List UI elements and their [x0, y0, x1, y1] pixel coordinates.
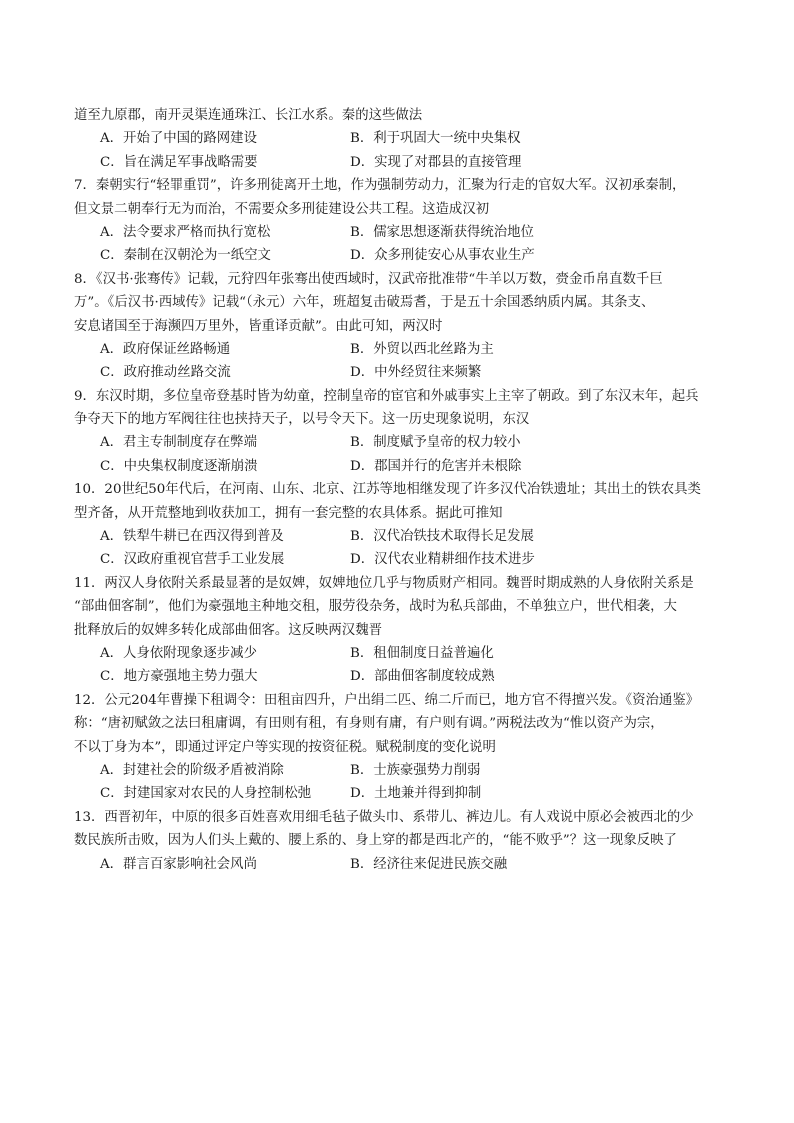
question-13-option-b: B．经济往来促进民族交融	[350, 856, 508, 872]
question-11-option-b: B．租佃制度日益普遍化	[350, 645, 494, 661]
question-9-option-c: C．中央集权制度逐渐崩溃	[100, 458, 258, 474]
intro-options-row-1	[74, 127, 724, 150]
question-9-stem-line-1: 9．东汉时期，多位皇帝登基时皆为幼童，控制皇帝的宦官和外戚事实上主宰了朝政。到了东汉末年，起兵	[74, 388, 699, 404]
question-11-options-row-2	[74, 665, 724, 688]
question-9-options-row-1	[74, 431, 724, 454]
exam-page-body	[74, 104, 724, 876]
question-12-option-a: A．封建社会的阶级矛盾被消除	[100, 762, 284, 778]
question-13-options-row-1	[74, 853, 724, 876]
question-11-stem-line-3: 批释放后的奴婢多转化成部曲佃客。这反映两汉魏晋	[74, 622, 382, 638]
question-12-stem-line-3: 不以丁身为本”，即通过评定户等实现的按资征税。赋税制度的变化说明	[74, 739, 496, 755]
question-7-options-row-1	[74, 221, 724, 244]
question-7-options-row-2	[74, 244, 724, 267]
question-10-option-b: B．汉代冶铁技术取得长足发展	[350, 529, 534, 545]
question-12-options-row-2	[74, 782, 724, 805]
question-7-option-d: D．众多刑徒安心从事农业生产	[350, 248, 535, 264]
question-7-stem-line-2: 但文景二朝奉行无为而治，不需要众多刑徒建设公共工程。这造成汉初	[74, 201, 490, 217]
question-11-option-d: D．部曲佃客制度较成熟	[350, 669, 495, 685]
intro-question-tail: 道至九原郡，南开灵渠连通珠江、长江水系。秦的这些做法	[74, 108, 423, 123]
question-13-stem-line-2: 数民族所击败，因为人们头上戴的、腰上系的、身上穿的都是西北产的，“能不败乎”？这一现象反映了	[74, 833, 677, 849]
question-8-stem-line-1: 8．《汉书·张骞传》记载，元狩四年张骞出使西域时，汉武帝批准带“牛羊以万数，赍金币帛直数千巨	[74, 271, 663, 287]
question-10-stem-line-1: 10．20世纪50年代后，在河南、山东、北京、江苏等地相继发现了许多汉代冶铁遗址；其出土的铁农具类	[74, 482, 701, 498]
question-12-option-c: C．封建国家对农民的人身控制松弛	[100, 786, 312, 802]
question-8-option-b: B．外贸以西北丝路为主	[350, 341, 494, 357]
question-11-stem-line-1: 11．两汉人身依附关系最显著的是奴婢，奴婢地位几乎与物质财产相同。魏晋时期成熟的人身依附关系是	[74, 575, 694, 591]
question-7-stem-line-1: 7．秦朝实行“轻罪重罚”，许多刑徒离开土地，作为强制劳动力，汇聚为行走的官奴大军。汉初承秦制，	[74, 178, 686, 194]
question-9-stem-line-2: 争夺天下的地方军阀往往也挟持天子，以号令天下。这一历史现象说明，东汉	[74, 412, 530, 428]
question-8-options-row-1	[74, 338, 724, 361]
question-12-stem-line-1: 12．公元204年曹操下租调令：田租亩四升，户出绢二匹、绵二斤而已，地方官不得擅兴发。《资治通鉴》	[74, 692, 700, 708]
question-7-option-a: A．法令要求严格而执行宽松	[100, 224, 271, 240]
question-12-option-b: B．士族豪强势力削弱	[350, 762, 481, 778]
question-10-stem-line-2: 型齐备，从开荒整地到收获加工，拥有一套完整的农具体系。据此可推知	[74, 505, 503, 521]
question-12-option-d: D．土地兼并得到抑制	[350, 786, 482, 802]
question-11-option-a: A．人身依附现象逐步减少	[100, 645, 257, 661]
question-10-option-a: A．铁犁牛耕已在西汉得到普及	[100, 529, 284, 545]
question-11-options-row-1	[74, 642, 724, 665]
question-13-stem-line-1: 13．西晋初年，中原的很多百姓喜欢用细毛毡子做头巾、系带儿、裤边儿。有人戏说中原必会被西北的少	[74, 809, 694, 825]
question-10-options-row-2	[74, 548, 724, 571]
question-8-option-a: A．政府保证丝路畅通	[100, 341, 231, 357]
question-10-option-c: C．汉政府重视官营手工业发展	[100, 552, 285, 568]
intro-option-c: C．旨在满足军事战略需要	[100, 154, 258, 170]
intro-option-a: A．开始了中国的路网建设	[100, 131, 257, 147]
intro-option-d: D．实现了对郡县的直接管理	[350, 154, 522, 170]
question-10-options-row-1	[74, 525, 724, 548]
question-10-option-d: D．汉代农业精耕细作技术进步	[350, 552, 535, 568]
intro-option-b: B．利于巩固大一统中央集权	[350, 131, 521, 147]
question-12-stem-line-2: 称：“唐初赋敛之法曰租庸调，有田则有租，有身则有庸，有户则有调。”两税法改为“惟以资产为宗，	[74, 716, 664, 732]
question-11-stem-line-2: “部曲佃客制”，他们为豪强地主种地交租，服劳役杂务，战时为私兵部曲，不单独立户，世代相袭，大	[74, 599, 677, 615]
question-9-options-row-2	[74, 455, 724, 478]
question-8-option-c: C．政府推动丝路交流	[100, 365, 231, 381]
intro-options-row-2	[74, 151, 724, 174]
question-8-stem-line-3: 安息诸国至于海濒四万里外，皆重译贡献”。由此可知，两汉时	[74, 318, 443, 334]
question-11-option-c: C．地方豪强地主势力强大	[100, 669, 258, 685]
question-9-option-a: A．君主专制制度存在弊端	[100, 435, 257, 451]
question-7-option-c: C．秦制在汉朝沦为一纸空文	[100, 248, 271, 264]
question-7-option-b: B．儒家思想逐渐获得统治地位	[350, 224, 534, 240]
question-9-option-b: B．制度赋予皇帝的权力较小	[350, 435, 521, 451]
question-8-stem-line-2: 万”。《后汉书·西域传》记载“（永元）六年，班超复击破焉耆，于是五十余国悉纳质内属。其条支、	[74, 295, 655, 311]
question-13-option-a: A．群言百家影响社会风尚	[100, 856, 257, 872]
question-9-option-d: D．郡国并行的危害并未根除	[350, 458, 522, 474]
question-8-options-row-2	[74, 361, 724, 384]
question-12-options-row-1	[74, 759, 724, 782]
question-8-option-d: D．中外经贸往来频繁	[350, 365, 482, 381]
